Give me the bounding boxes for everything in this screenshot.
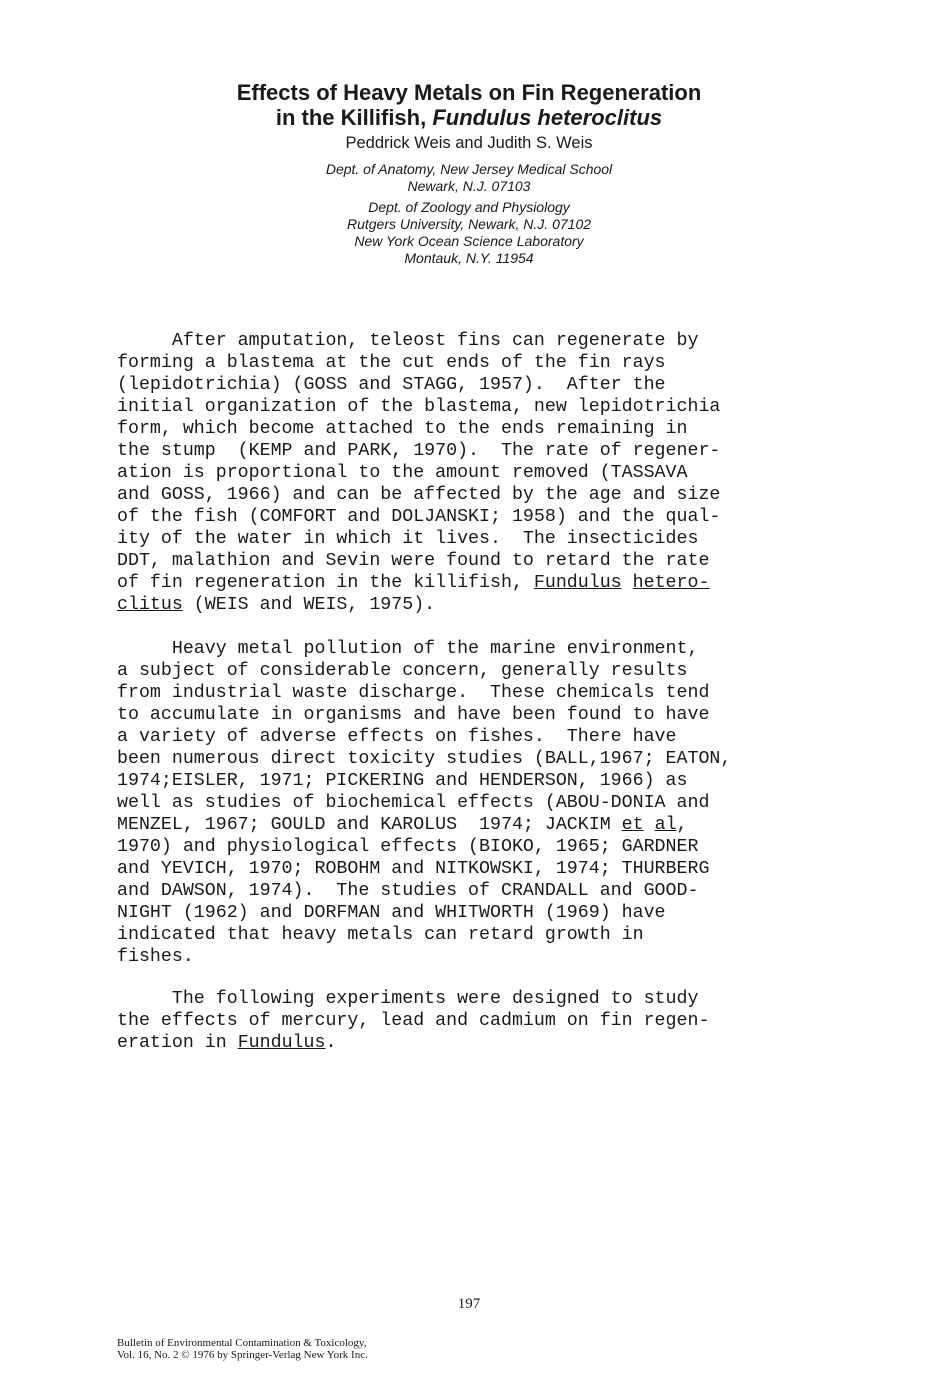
journal-footer (117, 1337, 368, 1361)
text-span: (WEIS and WEIS, 1975). (182, 595, 436, 615)
text-line: NIGHT (1962) and DORFMAN and WHITWORTH (1969) have (117, 903, 666, 923)
title-species-name: Fundulus heteroclitus (432, 105, 663, 130)
text-line: been numerous direct toxicity studies (BALL,1967; EATON, (117, 749, 732, 769)
text-line: the stump (KEMP and PARK, 1970). The rate of regener- (117, 441, 721, 461)
affiliation-line: Newark, N.J. 07103 (407, 178, 531, 194)
text-line: ity of the water in which it lives. The insecticides (117, 529, 699, 549)
affiliation-line: Dept. of Anatomy, New Jersey Medical School (325, 161, 613, 177)
text-line: and YEVICH, 1970; ROBOHM and NITKOWSKI, 1974; THURBERG (117, 859, 710, 879)
page-number: 197 (457, 1296, 481, 1312)
text-line (117, 594, 877, 616)
text-span: eration in (117, 1033, 238, 1053)
text-line: After amputation, teleost fins can regenerate by (117, 331, 699, 351)
text-line (117, 1032, 877, 1054)
paper-title-line-2 (0, 105, 938, 130)
paragraph-2 (117, 638, 877, 968)
text-line: 1974;EISLER, 1971; PICKERING and HENDERSON, 1966) as (117, 771, 688, 791)
affiliation-line: New York Ocean Science Laboratory (354, 233, 584, 249)
text-line: forming a blastema at the cut ends of the fin rays (117, 353, 666, 373)
species-genus: Fundulus (237, 1033, 326, 1053)
text-line: Heavy metal pollution of the marine environment, (117, 639, 699, 659)
title-prefix: in the Killifish, (275, 105, 433, 130)
text-line: 1970) and physiological effects (BIOKO, 1965; GARDNER (117, 837, 699, 857)
affiliation-line: Rutgers University, Newark, N.J. 07102 (346, 216, 592, 232)
text-line (117, 572, 877, 594)
paragraph-3 (117, 988, 877, 1054)
text-line: to accumulate in organisms and have been found to have (117, 705, 710, 725)
species-genus: Fundulus (533, 573, 622, 593)
paragraph-1 (117, 330, 877, 616)
text-span: . (325, 1033, 337, 1053)
text-span (644, 815, 655, 835)
text-line: from industrial waste discharge. These chemicals tend (117, 683, 710, 703)
text-line: form, which become attached to the ends remaining in (117, 419, 688, 439)
footer-line: Bulletin of Environmental Contamination & Toxicology, (117, 1337, 367, 1349)
text-span (622, 573, 633, 593)
affiliation-line: Dept. of Zoology and Physiology (368, 199, 570, 215)
text-line: initial organization of the blastema, new lepidotrichia (117, 397, 721, 417)
text-line: well as studies of biochemical effects (ABOU-DONIA and (117, 793, 710, 813)
footer-line: Vol. 16, No. 2 © 1976 by Springer-Verlag New York Inc. (117, 1349, 368, 1361)
text-span: MENZEL, 1967; GOULD and KAROLUS 1974; JACKIM (117, 815, 622, 835)
text-line: a subject of considerable concern, generally results (117, 661, 688, 681)
latin-abbrev-al: al (654, 815, 677, 835)
text-line: The following experiments were designed to study (117, 989, 699, 1009)
text-span: , (676, 815, 688, 835)
authors: Peddrick Weis and Judith S. Weis (345, 134, 593, 152)
text-line: fishes. (117, 947, 194, 967)
text-line: indicated that heavy metals can retard growth in (117, 925, 644, 945)
text-line: the effects of mercury, lead and cadmium on fin regen- (117, 1011, 710, 1031)
text-span: of fin regeneration in the killifish, (117, 573, 534, 593)
text-line: and GOSS, 1966) and can be affected by the age and size (117, 485, 721, 505)
affiliation-line: Montauk, N.Y. 11954 (404, 250, 534, 266)
text-line: and DAWSON, 1974). The studies of CRANDALL and GOOD- (117, 881, 699, 901)
text-line: a variety of adverse effects on fishes. There have (117, 727, 677, 747)
text-line: of the fish (COMFORT and DOLJANSKI; 1958) and the qual- (117, 507, 721, 527)
species-epithet: hetero- (632, 573, 710, 593)
text-line (117, 814, 877, 836)
text-line: (lepidotrichia) (GOSS and STAGG, 1957). After the (117, 375, 666, 395)
text-line: ation is proportional to the amount removed (TASSAVA (117, 463, 688, 483)
paper-title-line-1: Effects of Heavy Metals on Fin Regeneration (236, 80, 702, 105)
text-line: DDT, malathion and Sevin were found to retard the rate (117, 551, 710, 571)
species-epithet: clitus (117, 595, 183, 615)
latin-abbrev-et: et (621, 815, 644, 835)
